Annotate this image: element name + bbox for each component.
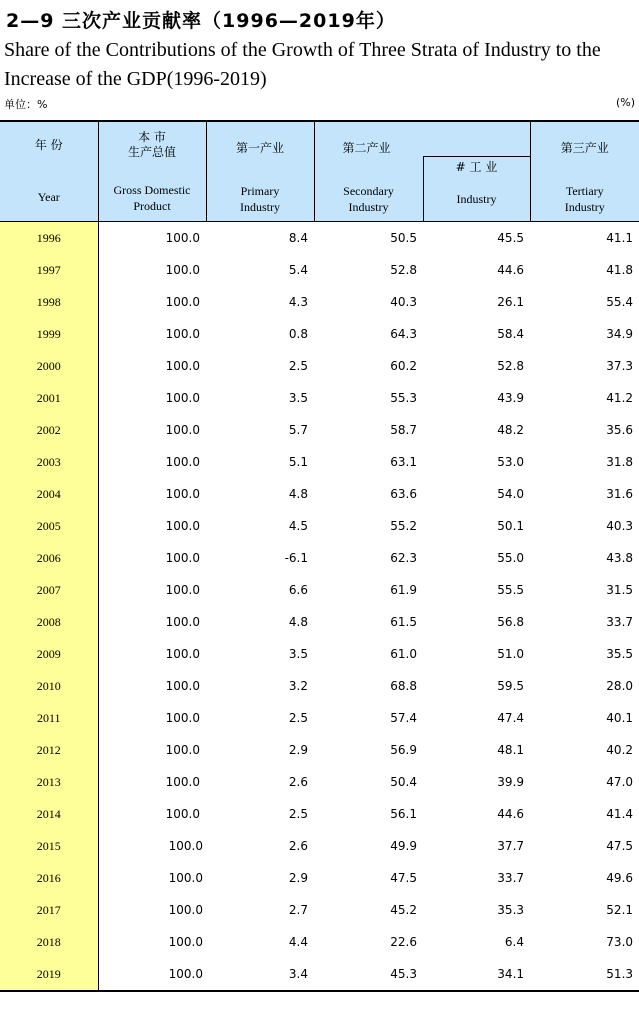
cell-tertiary: 73.0 bbox=[606, 935, 634, 949]
table-row bbox=[0, 894, 639, 926]
cell-secondary: 55.2 bbox=[390, 519, 417, 533]
cell-primary: 3.5 bbox=[288, 647, 308, 661]
cell-industry: 44.6 bbox=[497, 807, 525, 821]
cell-industry: 52.8 bbox=[497, 359, 525, 373]
cell-tertiary: 49.6 bbox=[606, 871, 634, 885]
table-row bbox=[0, 318, 639, 350]
cell-industry: 53.0 bbox=[497, 455, 525, 469]
cell-year: 2000 bbox=[0, 350, 98, 382]
table-row bbox=[0, 510, 639, 542]
cell-year: 2009 bbox=[0, 638, 98, 670]
cell-tertiary: 31.8 bbox=[606, 455, 634, 469]
header-secondary-en: Secondary Industry bbox=[343, 184, 394, 214]
cell-year: 2017 bbox=[0, 894, 98, 926]
header-gdp-cn: 本 市 生产总值 bbox=[127, 129, 176, 159]
cell-primary: 2.5 bbox=[288, 359, 308, 373]
header-industry-en: Industry bbox=[456, 192, 497, 206]
cell-tertiary: 41.2 bbox=[606, 391, 634, 405]
cell-industry: 44.6 bbox=[497, 263, 525, 277]
cell-tertiary: 34.9 bbox=[606, 327, 634, 341]
cell-secondary: 61.0 bbox=[390, 647, 417, 661]
cell-industry: 45.5 bbox=[497, 231, 525, 245]
cell-year: 1998 bbox=[0, 286, 98, 318]
header-secondary-cn-cell bbox=[314, 121, 530, 157]
cell-secondary: 50.4 bbox=[390, 775, 417, 789]
cell-year: 2012 bbox=[0, 734, 98, 766]
table-body bbox=[0, 222, 639, 992]
cell-primary: 4.8 bbox=[288, 487, 308, 501]
unit-label: 单位：% bbox=[4, 98, 48, 111]
cell-gdp: 100.0 bbox=[165, 551, 200, 565]
cell-year: 1997 bbox=[0, 254, 98, 286]
header-industry-en-cell bbox=[423, 177, 530, 222]
cell-secondary: 45.3 bbox=[314, 958, 423, 991]
cell-primary: 6.6 bbox=[288, 583, 308, 597]
table-row bbox=[0, 958, 639, 991]
cell-gdp: 100.0 bbox=[168, 935, 203, 949]
cell-tertiary: 47.0 bbox=[606, 775, 634, 789]
cell-gdp: 100.0 bbox=[165, 775, 200, 789]
cell-year: 2016 bbox=[0, 862, 98, 894]
header-primary-cn-cell bbox=[206, 121, 314, 157]
cell-secondary: 63.1 bbox=[390, 455, 417, 469]
cell-primary: 2.7 bbox=[288, 903, 308, 917]
cell-primary: 4.3 bbox=[288, 295, 308, 309]
cell-primary: 2.5 bbox=[288, 807, 308, 821]
cell-industry: 37.7 bbox=[497, 839, 525, 853]
cell-year: 2011 bbox=[0, 702, 98, 734]
header-industry-cn-cell bbox=[423, 157, 530, 178]
cell-gdp: 100.0 bbox=[165, 679, 200, 693]
cell-primary: 3.5 bbox=[288, 391, 308, 405]
cell-year: 2013 bbox=[0, 766, 98, 798]
table-row bbox=[0, 638, 639, 670]
cell-gdp: 100.0 bbox=[165, 455, 200, 469]
cell-gdp: 100.0 bbox=[168, 839, 203, 853]
cell-year: 2019 bbox=[0, 958, 98, 991]
cell-primary: -6.1 bbox=[284, 551, 308, 565]
cell-gdp: 100.0 bbox=[165, 743, 200, 757]
cell-industry: 33.7 bbox=[497, 871, 525, 885]
cell-gdp: 100.0 bbox=[165, 359, 200, 373]
table-row bbox=[0, 606, 639, 638]
unit-label-right: (%) bbox=[615, 96, 635, 109]
cell-industry: 50.1 bbox=[497, 519, 525, 533]
cell-year: 2006 bbox=[0, 542, 98, 574]
cell-gdp: 100.0 bbox=[165, 295, 200, 309]
cell-secondary: 55.3 bbox=[390, 391, 417, 405]
cell-year: 2001 bbox=[0, 382, 98, 414]
cell-secondary: 62.3 bbox=[390, 551, 417, 565]
cell-industry: 26.1 bbox=[497, 295, 525, 309]
cell-gdp: 100.0 bbox=[165, 519, 200, 533]
table-title-en: Share of the Contributions of the Growth of Three Strata of Industry to the Increase of the GDP(1996-2019) bbox=[4, 39, 601, 90]
table-header bbox=[0, 121, 639, 222]
cell-primary: 5.4 bbox=[288, 263, 308, 277]
cell-secondary: 64.3 bbox=[390, 327, 417, 341]
table-row bbox=[0, 702, 639, 734]
cell-year: 2002 bbox=[0, 414, 98, 446]
cell-industry: 56.8 bbox=[497, 615, 525, 629]
cell-tertiary: 52.1 bbox=[606, 903, 634, 917]
cell-secondary: 58.7 bbox=[390, 423, 417, 437]
table-row bbox=[0, 734, 639, 766]
header-primary-en-cell bbox=[206, 177, 314, 222]
cell-industry: 47.4 bbox=[497, 711, 525, 725]
cell-secondary: 49.9 bbox=[390, 839, 417, 853]
header-secondary-en-cell bbox=[314, 177, 423, 222]
cell-secondary: 45.2 bbox=[390, 903, 417, 917]
cell-gdp: 100.0 bbox=[165, 327, 200, 341]
header-secondary-spacer bbox=[314, 157, 423, 178]
table-row bbox=[0, 766, 639, 798]
cell-primary: 2.5 bbox=[288, 711, 308, 725]
cell-secondary: 56.9 bbox=[390, 743, 417, 757]
cell-primary: 4.8 bbox=[288, 615, 308, 629]
cell-industry: 48.1 bbox=[497, 743, 525, 757]
cell-primary: 8.4 bbox=[288, 231, 308, 245]
cell-tertiary: 37.3 bbox=[606, 359, 634, 373]
cell-tertiary: 35.6 bbox=[606, 423, 634, 437]
cell-tertiary: 40.2 bbox=[606, 743, 634, 757]
cell-secondary: 63.6 bbox=[390, 487, 417, 501]
cell-gdp: 100.0 bbox=[165, 263, 200, 277]
table-row bbox=[0, 286, 639, 318]
cell-tertiary: 41.4 bbox=[606, 807, 634, 821]
table-row bbox=[0, 350, 639, 382]
cell-industry: 43.9 bbox=[497, 391, 525, 405]
cell-year: 2004 bbox=[0, 478, 98, 510]
header-gdp bbox=[98, 121, 206, 222]
cell-secondary: 68.8 bbox=[390, 679, 417, 693]
cell-primary: 2.9 bbox=[288, 743, 308, 757]
cell-gdp: 100.0 bbox=[165, 391, 200, 405]
cell-industry: 54.0 bbox=[497, 487, 525, 501]
table-row bbox=[0, 478, 639, 510]
cell-gdp: 100.0 bbox=[98, 958, 206, 991]
table-title-cn: 2—9 三次产业贡献率（1996—2019年） bbox=[6, 10, 396, 32]
cell-gdp: 100.0 bbox=[165, 711, 200, 725]
cell-tertiary: 33.7 bbox=[606, 615, 634, 629]
cell-industry: 35.3 bbox=[497, 903, 525, 917]
cell-industry: 48.2 bbox=[497, 423, 525, 437]
cell-year: 2005 bbox=[0, 510, 98, 542]
cell-gdp: 100.0 bbox=[165, 807, 200, 821]
table-row bbox=[0, 446, 639, 478]
header-tertiary-en: Tertiary Industry bbox=[564, 184, 605, 214]
header-primary-spacer bbox=[206, 157, 314, 178]
cell-industry: 55.5 bbox=[497, 583, 525, 597]
cell-primary: 4.4 bbox=[288, 935, 308, 949]
cell-secondary: 56.1 bbox=[390, 807, 417, 821]
cell-industry: 39.9 bbox=[497, 775, 525, 789]
cell-year: 2003 bbox=[0, 446, 98, 478]
table-row bbox=[0, 414, 639, 446]
cell-tertiary: 41.8 bbox=[606, 263, 634, 277]
table-row bbox=[0, 254, 639, 286]
header-year-en: Year bbox=[37, 190, 60, 204]
cell-gdp: 100.0 bbox=[165, 423, 200, 437]
cell-secondary: 61.5 bbox=[390, 615, 417, 629]
cell-gdp: 100.0 bbox=[165, 615, 200, 629]
cell-tertiary: 43.8 bbox=[606, 551, 634, 565]
cell-tertiary: 40.1 bbox=[606, 711, 634, 725]
table-row bbox=[0, 670, 639, 702]
cell-primary: 2.9 bbox=[288, 871, 308, 885]
cell-year: 1999 bbox=[0, 318, 98, 350]
cell-secondary: 40.3 bbox=[390, 295, 417, 309]
header-primary-cn: 第一产业 bbox=[235, 140, 284, 155]
cell-tertiary: 28.0 bbox=[606, 679, 634, 693]
table-row bbox=[0, 382, 639, 414]
cell-primary: 5.7 bbox=[288, 423, 308, 437]
contribution-table bbox=[0, 120, 639, 992]
table-row bbox=[0, 574, 639, 606]
table-row bbox=[0, 830, 639, 862]
cell-secondary: 47.5 bbox=[390, 871, 417, 885]
header-gdp-en: Gross Domestic Product bbox=[113, 182, 191, 213]
cell-industry: 34.1 bbox=[423, 958, 530, 991]
cell-primary: 2.6 bbox=[288, 775, 308, 789]
header-tertiary-cn: 第三产业 bbox=[560, 140, 609, 155]
cell-year: 2018 bbox=[0, 926, 98, 958]
cell-year: 2014 bbox=[0, 798, 98, 830]
cell-gdp: 100.0 bbox=[168, 871, 203, 885]
cell-tertiary: 51.3 bbox=[530, 958, 639, 991]
cell-primary: 3.4 bbox=[206, 958, 314, 991]
header-tertiary-cn-cell bbox=[530, 121, 639, 157]
cell-tertiary: 40.3 bbox=[606, 519, 634, 533]
cell-gdp: 100.0 bbox=[165, 647, 200, 661]
header-year-cn: 年 份 bbox=[34, 138, 63, 152]
cell-year: 2015 bbox=[0, 830, 98, 862]
cell-secondary: 52.8 bbox=[390, 263, 417, 277]
cell-primary: 2.6 bbox=[288, 839, 308, 853]
cell-gdp: 100.0 bbox=[165, 487, 200, 501]
header-industry-cn: # 工 业 bbox=[455, 159, 498, 174]
cell-year: 2008 bbox=[0, 606, 98, 638]
cell-tertiary: 55.4 bbox=[606, 295, 634, 309]
header-tertiary-en-cell bbox=[530, 177, 639, 222]
cell-tertiary: 31.6 bbox=[606, 487, 634, 501]
cell-tertiary: 47.5 bbox=[606, 839, 634, 853]
cell-gdp: 100.0 bbox=[168, 903, 203, 917]
cell-secondary: 60.2 bbox=[390, 359, 417, 373]
cell-year: 2010 bbox=[0, 670, 98, 702]
cell-industry: 6.4 bbox=[504, 935, 525, 949]
cell-primary: 3.2 bbox=[288, 679, 308, 693]
cell-tertiary: 41.1 bbox=[606, 231, 634, 245]
header-year bbox=[0, 121, 98, 222]
header-secondary-cn: 第二产业 bbox=[342, 140, 391, 155]
cell-industry: 59.5 bbox=[497, 679, 525, 693]
table-row bbox=[0, 798, 639, 830]
cell-industry: 51.0 bbox=[497, 647, 525, 661]
cell-gdp: 100.0 bbox=[165, 583, 200, 597]
cell-secondary: 61.9 bbox=[390, 583, 417, 597]
cell-industry: 58.4 bbox=[497, 327, 525, 341]
cell-tertiary: 31.5 bbox=[606, 583, 634, 597]
table-row bbox=[0, 862, 639, 894]
cell-gdp: 100.0 bbox=[165, 231, 200, 245]
header-primary-en: Primary Industry bbox=[240, 184, 280, 214]
cell-primary: 4.5 bbox=[288, 519, 308, 533]
cell-secondary: 22.6 bbox=[390, 935, 417, 949]
cell-secondary: 50.5 bbox=[390, 231, 417, 245]
table-row bbox=[0, 222, 639, 255]
cell-secondary: 57.4 bbox=[390, 711, 417, 725]
cell-primary: 5.1 bbox=[288, 455, 308, 469]
table-row bbox=[0, 926, 639, 958]
cell-tertiary: 35.5 bbox=[606, 647, 634, 661]
cell-primary: 0.8 bbox=[288, 327, 308, 341]
cell-year: 2007 bbox=[0, 574, 98, 606]
table-row bbox=[0, 542, 639, 574]
cell-industry: 55.0 bbox=[497, 551, 525, 565]
cell-year: 1996 bbox=[0, 222, 98, 255]
header-tertiary-spacer bbox=[530, 157, 639, 178]
